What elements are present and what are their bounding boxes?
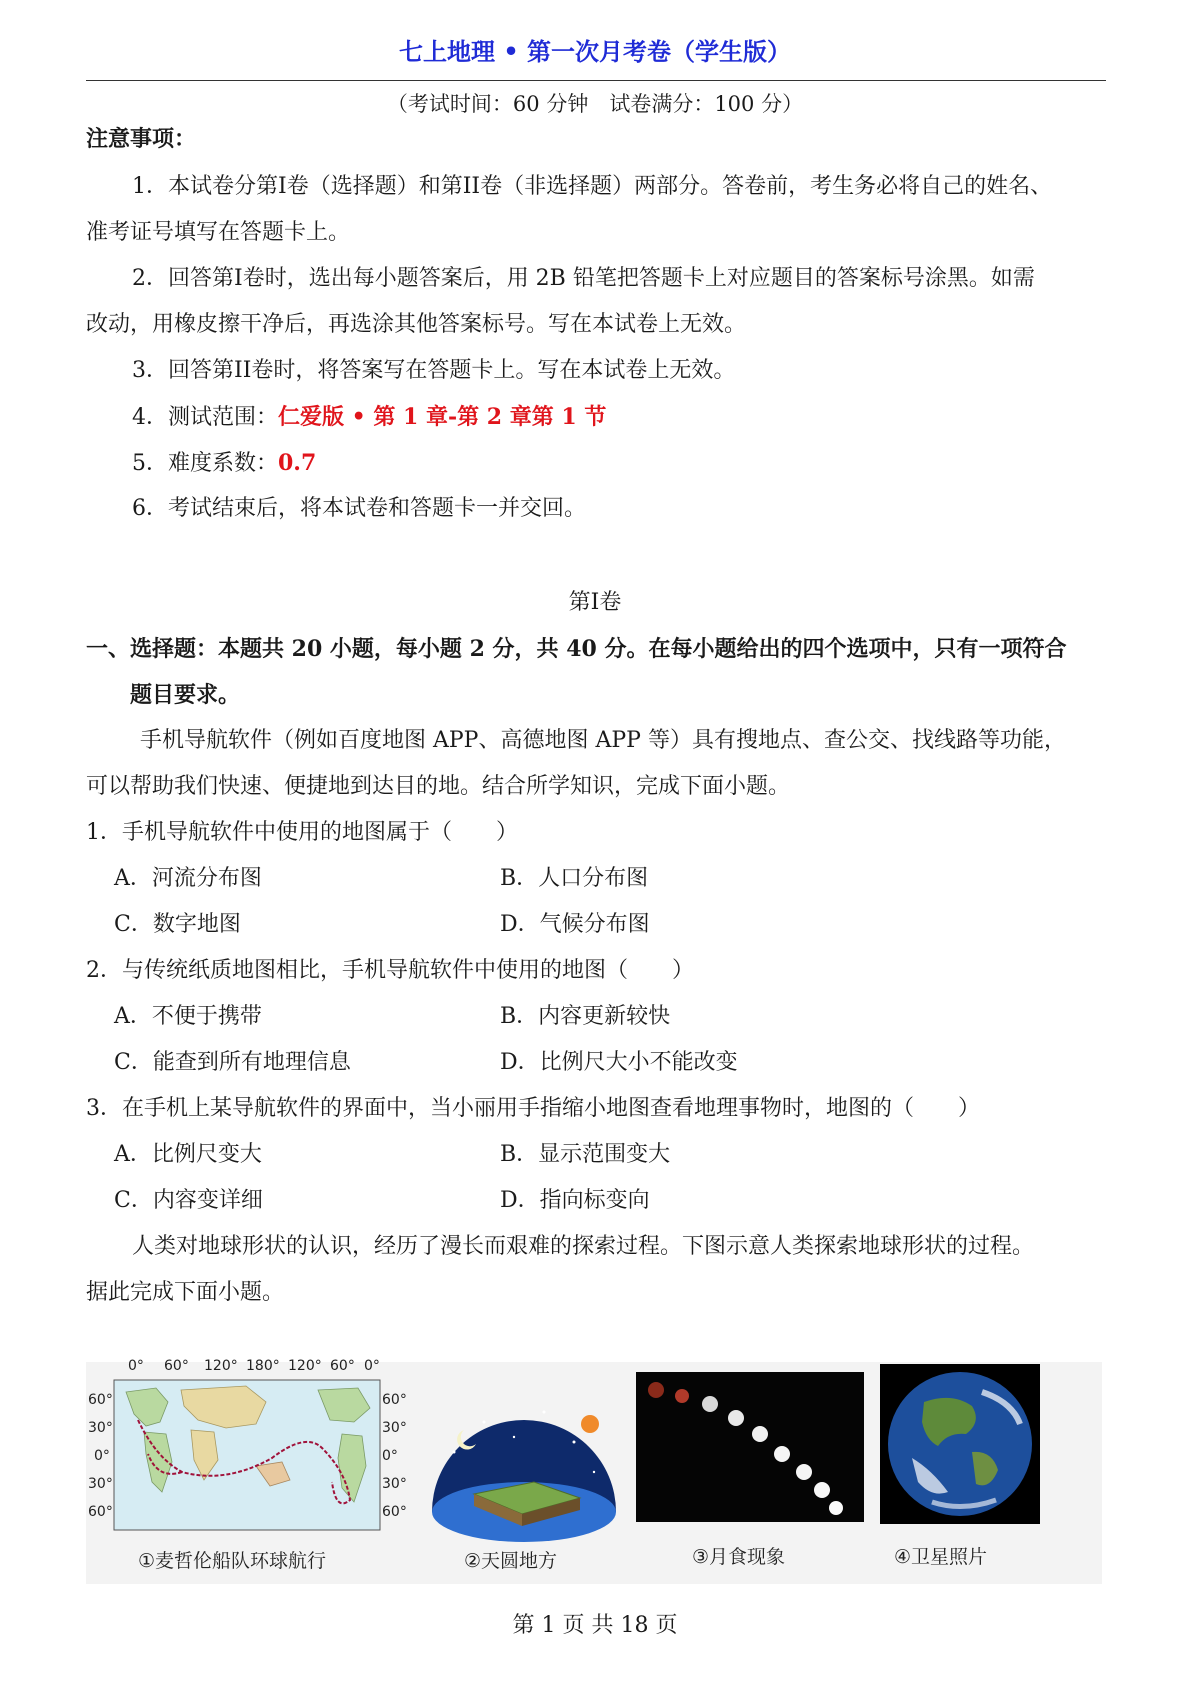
question-2-option-d[interactable]: D．比例尺大小不能改变 bbox=[500, 1050, 738, 1075]
passage-2-line-2: 据此完成下面小题。 bbox=[86, 1280, 285, 1305]
map-right-tick-1: 30° bbox=[382, 1420, 407, 1436]
map-top-tick-2: 120° bbox=[204, 1358, 238, 1374]
map-top-tick-1: 60° bbox=[164, 1358, 189, 1374]
question-3-option-d[interactable]: D．指向标变向 bbox=[500, 1188, 650, 1213]
passage-2-line-1: 人类对地球形状的认识，经历了漫长而艰难的探索过程。下图示意人类探索地球形状的过程。 bbox=[132, 1234, 1035, 1259]
caption-satellite: ④卫星照片 bbox=[894, 1546, 988, 1568]
question-2-stem: 2．与传统纸质地图相比，手机导航软件中使用的地图（ ） bbox=[86, 958, 694, 983]
page-number: 第 1 页 共 18 页 bbox=[512, 1613, 678, 1638]
notice-heading: 注意事项： bbox=[86, 126, 197, 152]
notice-item-3: 3．回答第II卷时，将答案写在答题卡上。写在本试卷上无效。 bbox=[132, 358, 736, 383]
notice-item-4-label: 4．测试范围： bbox=[132, 405, 278, 430]
volume-title: 第I卷 bbox=[568, 590, 622, 615]
question-3-stem: 3．在手机上某导航软件的界面中，当小丽用手指缩小地图查看地理事物时，地图的（ ） bbox=[86, 1096, 981, 1121]
passage-1-line-1: 手机导航软件（例如百度地图 APP、高德地图 APP 等）具有搜地点、查公交、找线路等功能， bbox=[140, 728, 1066, 753]
exam-title: 七上地理 • 第一次月考卷（学生版） bbox=[398, 37, 792, 66]
notice-item-5-label: 5．难度系数： bbox=[132, 451, 278, 476]
question-2-option-b[interactable]: B．内容更新较快 bbox=[500, 1004, 671, 1029]
map-top-tick-6: 0° bbox=[364, 1358, 380, 1374]
notice-item-2-cont: 改动，用橡皮擦干净后，再选涂其他答案标号。写在本试卷上无效。 bbox=[86, 312, 747, 337]
map-top-tick-4: 120° bbox=[288, 1358, 322, 1374]
map-left-tick-3: 30° bbox=[88, 1476, 113, 1492]
question-1-option-c[interactable]: C．数字地图 bbox=[114, 912, 241, 937]
caption-magellan: ①麦哲伦船队环球航行 bbox=[138, 1550, 327, 1572]
map-left-tick-2: 0° bbox=[94, 1448, 110, 1464]
question-3-option-c[interactable]: C．内容变详细 bbox=[114, 1188, 263, 1213]
caption-lunar-eclipse: ③月食现象 bbox=[692, 1546, 786, 1568]
question-3-option-b[interactable]: B．显示范围变大 bbox=[500, 1142, 671, 1167]
map-right-tick-2: 0° bbox=[382, 1448, 398, 1464]
notice-item-4 bbox=[132, 402, 606, 433]
question-1-option-d[interactable]: D．气候分布图 bbox=[500, 912, 650, 937]
map-right-tick-0: 60° bbox=[382, 1392, 407, 1408]
map-right-tick-3: 30° bbox=[382, 1476, 407, 1492]
satellite-photo-panel bbox=[872, 1362, 1102, 1584]
section-heading-cont: 题目要求。 bbox=[130, 682, 241, 708]
map-top-tick-5: 60° bbox=[330, 1358, 355, 1374]
question-2-option-a[interactable]: A．不便于携带 bbox=[114, 1004, 262, 1029]
map-left-tick-4: 60° bbox=[88, 1504, 113, 1520]
difficulty-value: 0.7 bbox=[278, 450, 317, 476]
magellan-map-panel bbox=[86, 1358, 411, 1584]
question-2-option-c[interactable]: C．能查到所有地理信息 bbox=[114, 1050, 351, 1075]
caption-round-sky: ②天圆地方 bbox=[464, 1550, 558, 1572]
question-1-stem: 1．手机导航软件中使用的地图属于（ ） bbox=[86, 820, 518, 845]
earth-shape-figure bbox=[86, 1358, 1102, 1584]
notice-item-6: 6．考试结束后，将本试卷和答题卡一并交回。 bbox=[132, 496, 586, 521]
map-left-tick-1: 30° bbox=[88, 1420, 113, 1436]
lunar-eclipse-panel bbox=[630, 1362, 866, 1584]
section-heading: 一、选择题：本题共 20 小题，每小题 2 分，共 40 分。在每小题给出的四个选项中，只有一项符合 bbox=[86, 636, 1067, 662]
question-1-option-b[interactable]: B．人口分布图 bbox=[500, 866, 649, 891]
header-divider bbox=[86, 80, 1106, 81]
question-3-option-a[interactable]: A．比例尺变大 bbox=[114, 1142, 262, 1167]
map-left-tick-0: 60° bbox=[88, 1392, 113, 1408]
question-1-option-a[interactable]: A．河流分布图 bbox=[114, 866, 262, 891]
exam-info: （考试时间：60 分钟 试卷满分：100 分） bbox=[386, 92, 804, 116]
notice-item-5 bbox=[132, 448, 316, 479]
test-scope: 仁爱版 • 第 1 章-第 2 章第 1 节 bbox=[278, 404, 607, 430]
map-top-tick-3: 180° bbox=[246, 1358, 280, 1374]
notice-item-1: 1．本试卷分第I卷（选择题）和第II卷（非选择题）两部分。答卷前，考生务必将自己的姓名、 bbox=[132, 174, 1053, 199]
sky-earth-panel bbox=[424, 1362, 624, 1584]
passage-1-line-2: 可以帮助我们快速、便捷地到达目的地。结合所学知识，完成下面小题。 bbox=[86, 774, 791, 799]
map-top-tick-0: 0° bbox=[128, 1358, 144, 1374]
map-right-tick-4: 60° bbox=[382, 1504, 407, 1520]
notice-item-2: 2．回答第I卷时，选出每小题答案后，用 2B 铅笔把答题卡上对应题目的答案标号涂黑。如需 bbox=[132, 266, 1035, 291]
notice-item-1-cont: 准考证号填写在答题卡上。 bbox=[86, 220, 351, 245]
